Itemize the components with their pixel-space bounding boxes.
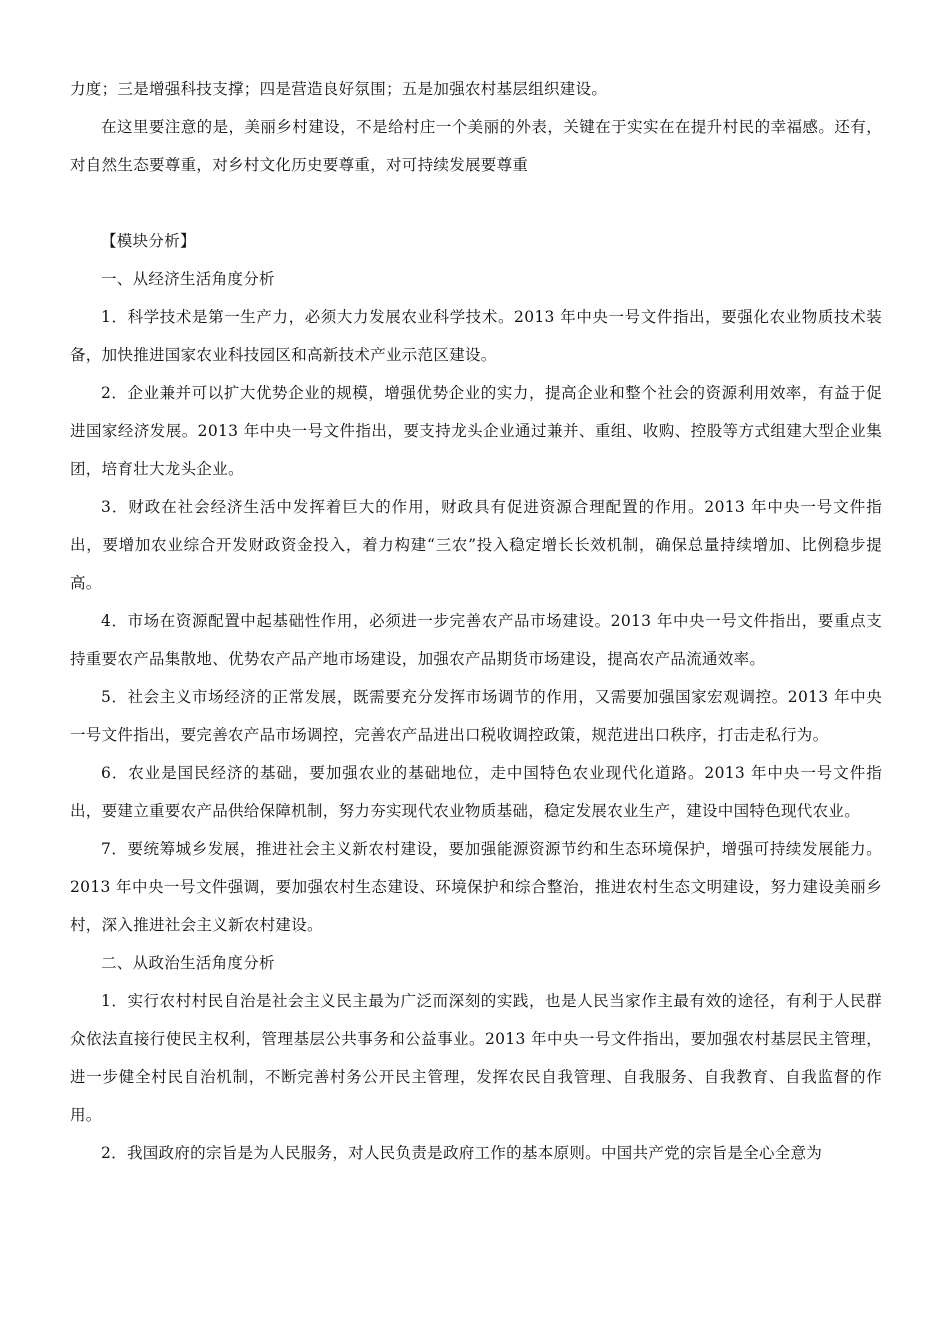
module-analysis-title: 【模块分析】 [101, 232, 196, 250]
paragraph-intro-note: 在这里要注意的是，美丽乡村建设，不是给村庄一个美丽的外表，关键在于实实在在提升村民的幸福感。还有，对自然生态要尊重，对乡村文化历史要尊重，对可持续发展要尊重 [70, 118, 882, 174]
blank-line [70, 184, 882, 222]
paragraph-economic-1: 1．科学技术是第一生产力，必须大力发展农业科学技术。2013 年中央一号文件指出，要强化农业物质技术装备，加快推进国家农业科技园区和高新技术产业示范区建设。 [70, 308, 882, 364]
paragraph-economic-2: 2．企业兼并可以扩大优势企业的规模，增强优势企业的实力，提高企业和整个社会的资源利用效率，有益于促进国家经济发展。2013 年中央一号文件指出，要支持龙头企业通过兼并、重组、收购、控股等方式组建大型企业集团，培育壮大龙头企业。 [70, 384, 882, 478]
section-political-title: 二、从政治生活角度分析 [101, 954, 275, 972]
paragraph-economic-3: 3．财政在社会经济生活中发挥着巨大的作用，财政具有促进资源合理配置的作用。2013 年中央一号文件指出，要增加农业综合开发财政资金投入，着力构建“三农”投入稳定增长长效机制，确保总量持续增加、比例稳步提高。 [70, 498, 882, 592]
paragraph-intro-continuation: 力度；三是增强科技支撑；四是营造良好氛围；五是加强农村基层组织建设。 [70, 80, 608, 98]
paragraph-economic-4: 4．市场在资源配置中起基础性作用，必须进一步完善农产品市场建设。2013 年中央一号文件指出，要重点支持重要农产品集散地、优势农产品产地市场建设，加强农产品期货市场建设，提高农产品流通效率。 [70, 612, 882, 668]
section-economic-title: 一、从经济生活角度分析 [101, 270, 275, 288]
document-page [70, 70, 882, 1172]
paragraph-political-2: 2．我国政府的宗旨是为人民服务，对人民负责是政府工作的基本原则。中国共产党的宗旨是全心全意为 [101, 1144, 823, 1162]
paragraph-economic-6: 6．农业是国民经济的基础，要加强农业的基础地位，走中国特色农业现代化道路。2013 年中央一号文件指出，要建立重要农产品供给保障机制，努力夯实现代农业物质基础，稳定发展农业生产，建设中国特色现代农业。 [70, 764, 882, 820]
paragraph-economic-5: 5．社会主义市场经济的正常发展，既需要充分发挥市场调节的作用，又需要加强国家宏观调控。2013 年中央一号文件指出，要完善农产品市场调控，完善农产品进出口税收调控政策，规范进出口秩序，打击走私行为。 [70, 688, 882, 744]
paragraph-economic-7: 7．要统筹城乡发展，推进社会主义新农村建设，要加强能源资源节约和生态环境保护，增强可持续发展能力。2013 年中央一号文件强调，要加强农村生态建设、环境保护和综合整治，推进农村生态文明建设，努力建设美丽乡村，深入推进社会主义新农村建设。 [70, 840, 882, 934]
paragraph-political-1: 1．实行农村村民自治是社会主义民主最为广泛而深刻的实践，也是人民当家作主最有效的途径，有利于人民群众依法直接行使民主权利，管理基层公共事务和公益事业。2013 年中央一号文件指出，要加强农村基层民主管理，进一步健全村民自治机制，不断完善村务公开民主管理，发挥农民自我管理、自我服务、自我教育、自我监督的作用。 [70, 992, 882, 1124]
